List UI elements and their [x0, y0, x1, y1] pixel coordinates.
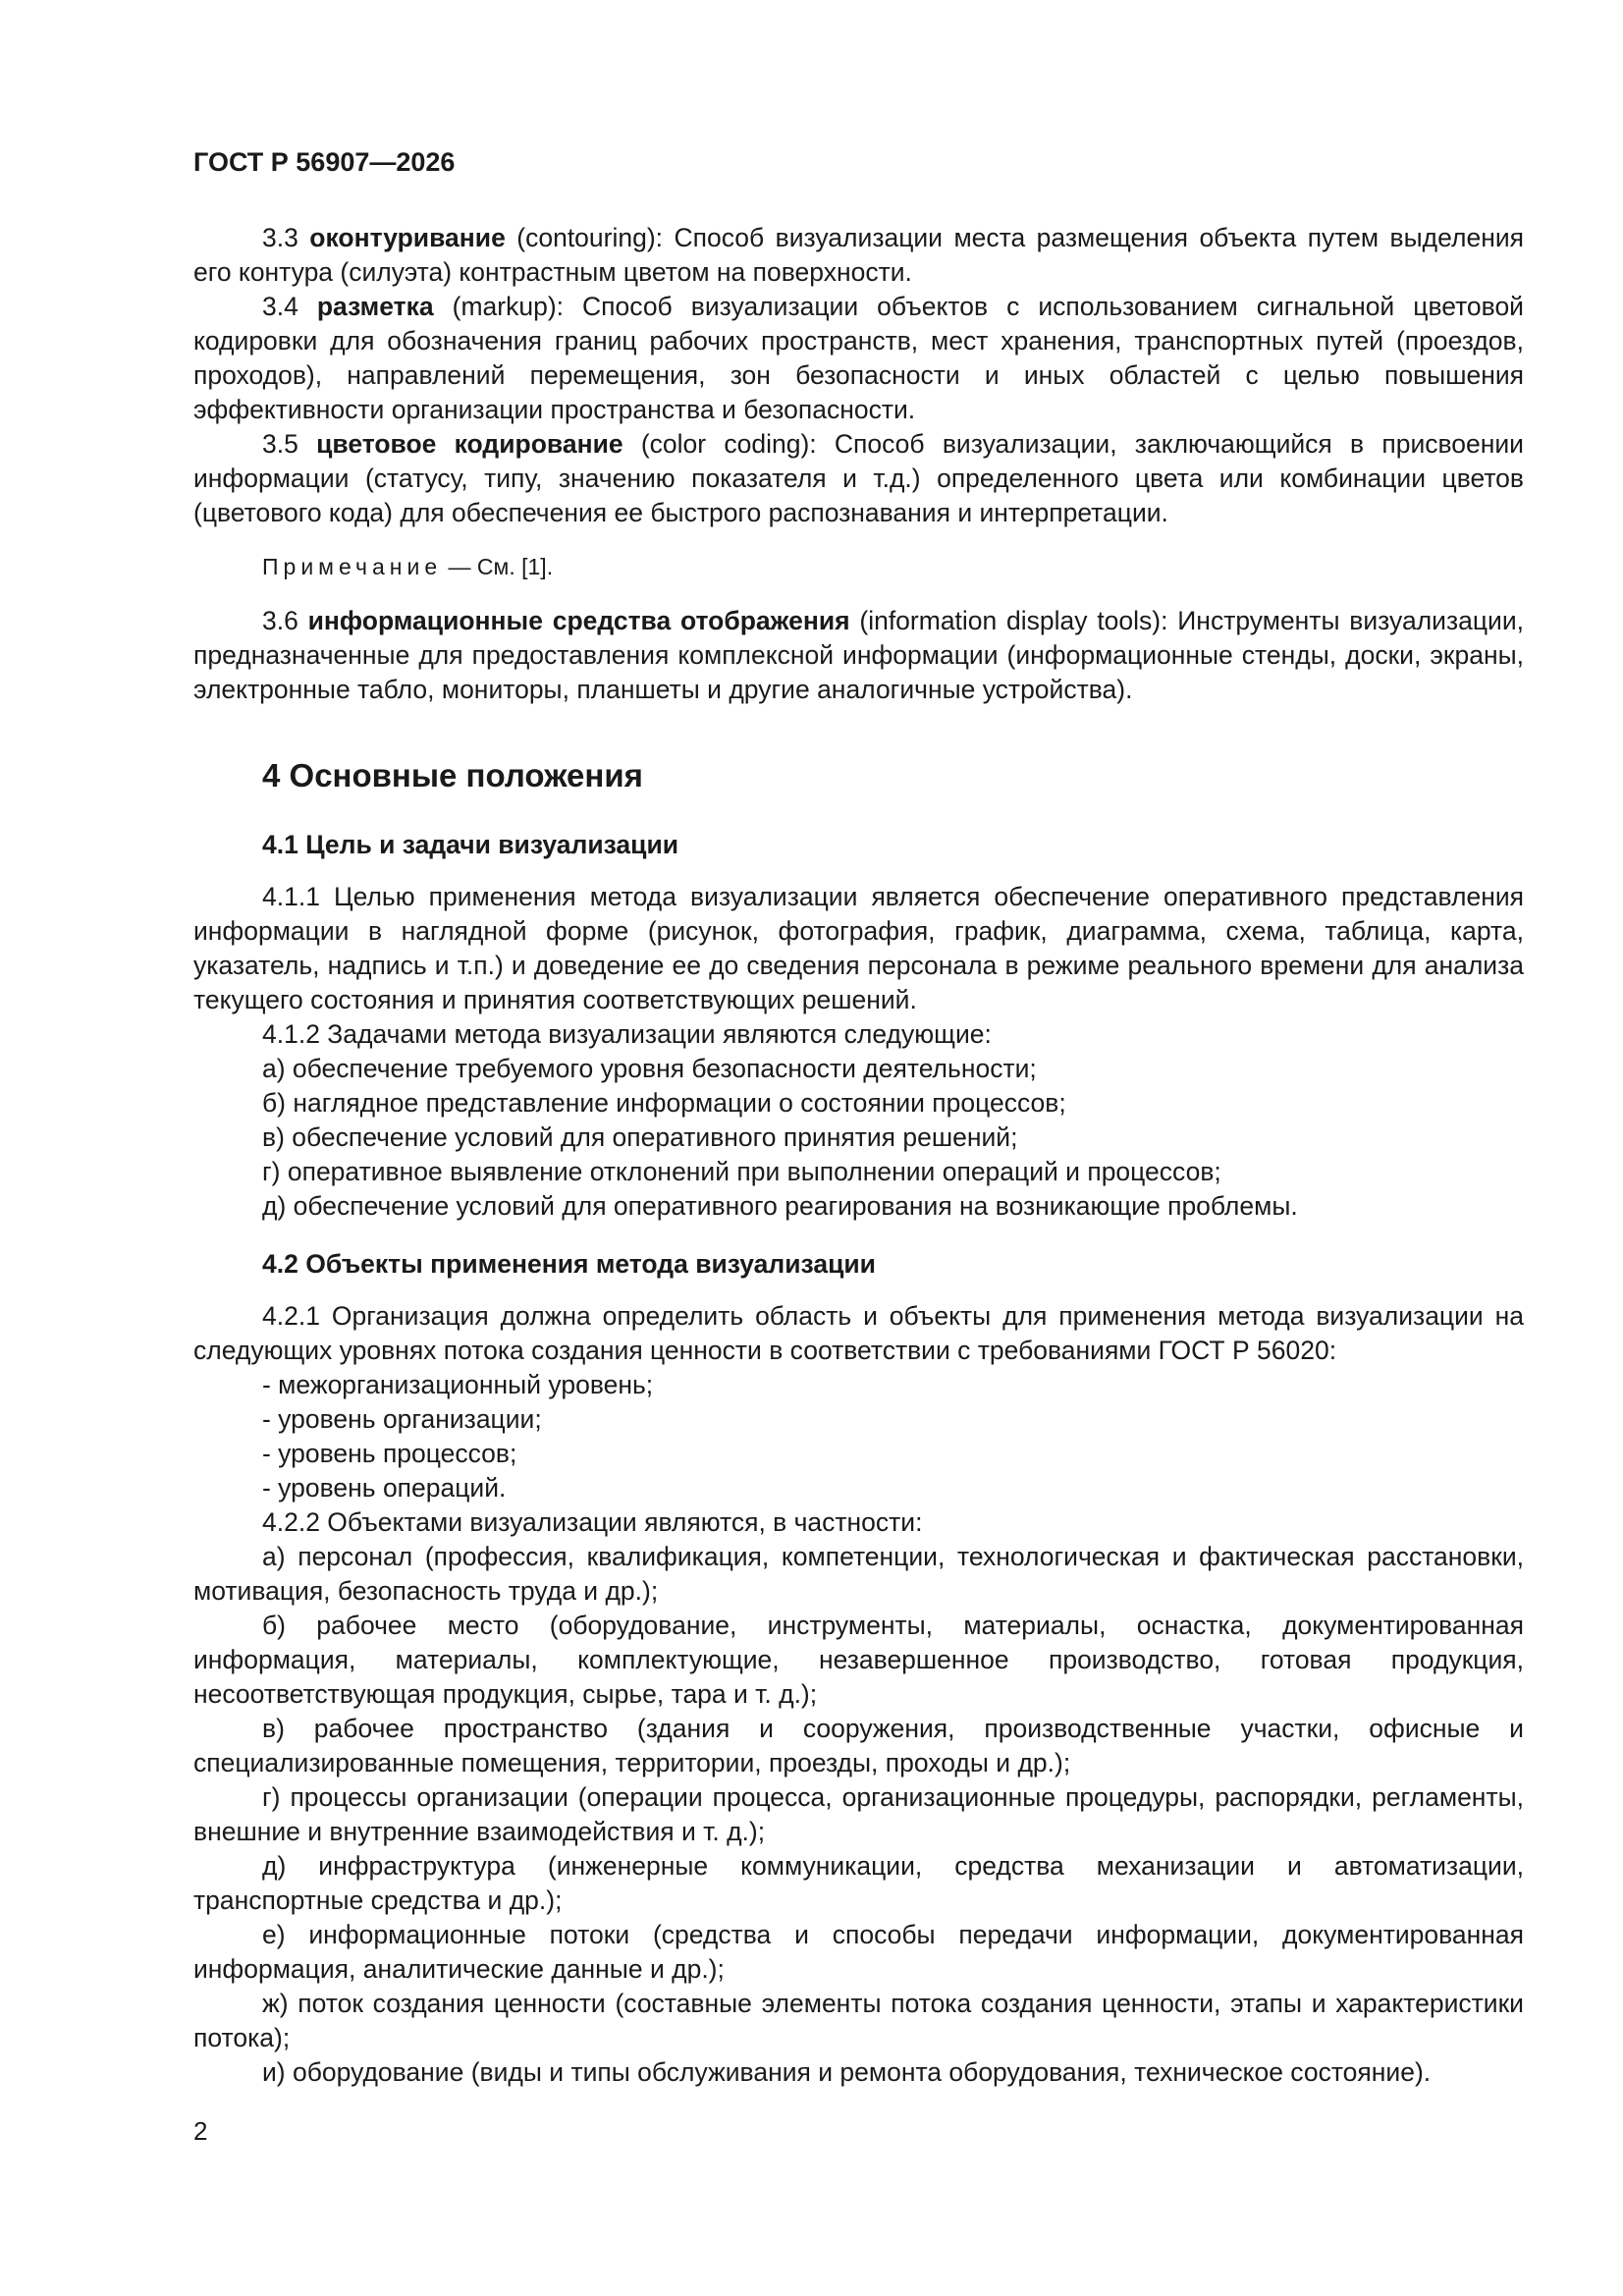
list-item: - уровень организации;: [262, 1404, 542, 1434]
term-name: цветовое кодирование: [316, 429, 623, 459]
list-item: г) процессы организации (операции процесса, организационные процедуры, распорядки, регламенты, внешние и внутренние взаимодействия и т. д.);: [193, 1782, 1524, 1846]
term-3-3: 3.3 оконтуривание (contouring): Способ визуализации места размещения объекта путем выделения его контура (силуэта) контрастным цветом на поверхности.: [193, 223, 1524, 287]
paragraph-4-2-2: 4.2.2 Объектами визуализации являются, в частности:: [262, 1507, 923, 1537]
paragraph-4-1-1: 4.1.1 Целью применения метода визуализации является обеспечение оперативного представления информации в наглядной форме (рисунок, фотография, график, диаграмма, схема, таблица, карта, указатель, надпись и т.п.) и доведение ее до сведения персонала в режиме реального времени для анализа текущего состояния и принятия соответствующих решений.: [193, 882, 1524, 1014]
term-name: оконтуривание: [309, 223, 506, 252]
list-item: - межорганизационный уровень;: [262, 1370, 654, 1399]
term-3-4: 3.4 разметка (markup): Способ визуализации объектов с использованием сигнальной цветовой кодировки для обозначения границ рабочих пространств, мест хранения, транспортных путей (проездов, проходов), направлений перемещения, зон безопасности и иных областей с целью повышения эффективности организации пространства и безопасности.: [193, 292, 1524, 424]
paragraph-4-1-2: 4.1.2 Задачами метода визуализации являются следующие:: [262, 1019, 992, 1049]
list-item: в) обеспечение условий для оперативного принятия решений;: [262, 1122, 1018, 1152]
document-header: ГОСТ Р 56907—2026: [193, 147, 456, 177]
list-item: д) обеспечение условий для оперативного реагирования на возникающие проблемы.: [262, 1191, 1298, 1221]
section-heading: 4 Основные положения: [262, 757, 643, 793]
list-item: д) инфраструктура (инженерные коммуникации, средства механизации и автоматизации, транспортные средства и др.);: [193, 1851, 1524, 1915]
term-3-5: 3.5 цветовое кодирование (color coding): Способ визуализации, заключающийся в присвоении информации (статусу, типу, значению показателя и т.д.) определенного цвета или комбинации цветов (цветового кода) для обеспечения ее быстрого распознавания и интерпретации.: [193, 429, 1524, 527]
list-item: е) информационные потоки (средства и способы передачи информации, документированная информация, аналитические данные и др.);: [193, 1920, 1524, 1984]
list-item: - уровень операций.: [262, 1473, 507, 1503]
list-item: а) персонал (профессия, квалификация, компетенции, технологическая и фактическая расстановки, мотивация, безопасность труда и др.);: [193, 1542, 1524, 1606]
document-body: [193, 221, 1524, 2090]
subsection-heading: 4.1 Цель и задачи визуализации: [262, 830, 679, 859]
term-name: информационные средства отображения: [307, 606, 850, 635]
term-name: разметка: [316, 292, 434, 321]
note: Примечание — См. [1].: [262, 554, 554, 579]
paragraph-4-2-1: 4.2.1 Организация должна определить область и объекты для применения метода визуализации на следующих уровнях потока создания ценности в соответствии с требованиями ГОСТ Р 56020:: [193, 1301, 1524, 1365]
list-item: г) оперативное выявление отклонений при выполнении операций и процессов;: [262, 1157, 1221, 1186]
list-item: и) оборудование (виды и типы обслуживания и ремонта оборудования, техническое состояние).: [262, 2057, 1432, 2087]
list-item: - уровень процессов;: [262, 1439, 517, 1468]
subsection-heading: 4.2 Объекты применения метода визуализации: [262, 1249, 876, 1279]
list-item: в) рабочее пространство (здания и сооружения, производственные участки, офисные и специализированные помещения, территории, проезды, проходы и др.);: [193, 1714, 1524, 1777]
list-item: б) наглядное представление информации о состоянии процессов;: [262, 1088, 1066, 1118]
term-3-6: 3.6 информационные средства отображения (information display tools): Инструменты визуализации, предназначенные для предоставления комплексной информации (информационные стенды, доски, экраны, электронные табло, мониторы, планшеты и другие аналогичные устройства).: [193, 606, 1524, 704]
list-item: ж) поток создания ценности (составные элементы потока создания ценности, этапы и характеристики потока);: [193, 1989, 1524, 2052]
list-item: б) рабочее место (оборудование, инструменты, материалы, оснастка, документированная информация, материалы, комплектующие, незавершенное производство, готовая продукция, несоответствующая продукция, сырье, тара и т. д.);: [193, 1611, 1524, 1709]
list-item: а) обеспечение требуемого уровня безопасности деятельности;: [262, 1054, 1037, 1083]
page-number: 2: [193, 2116, 208, 2146]
